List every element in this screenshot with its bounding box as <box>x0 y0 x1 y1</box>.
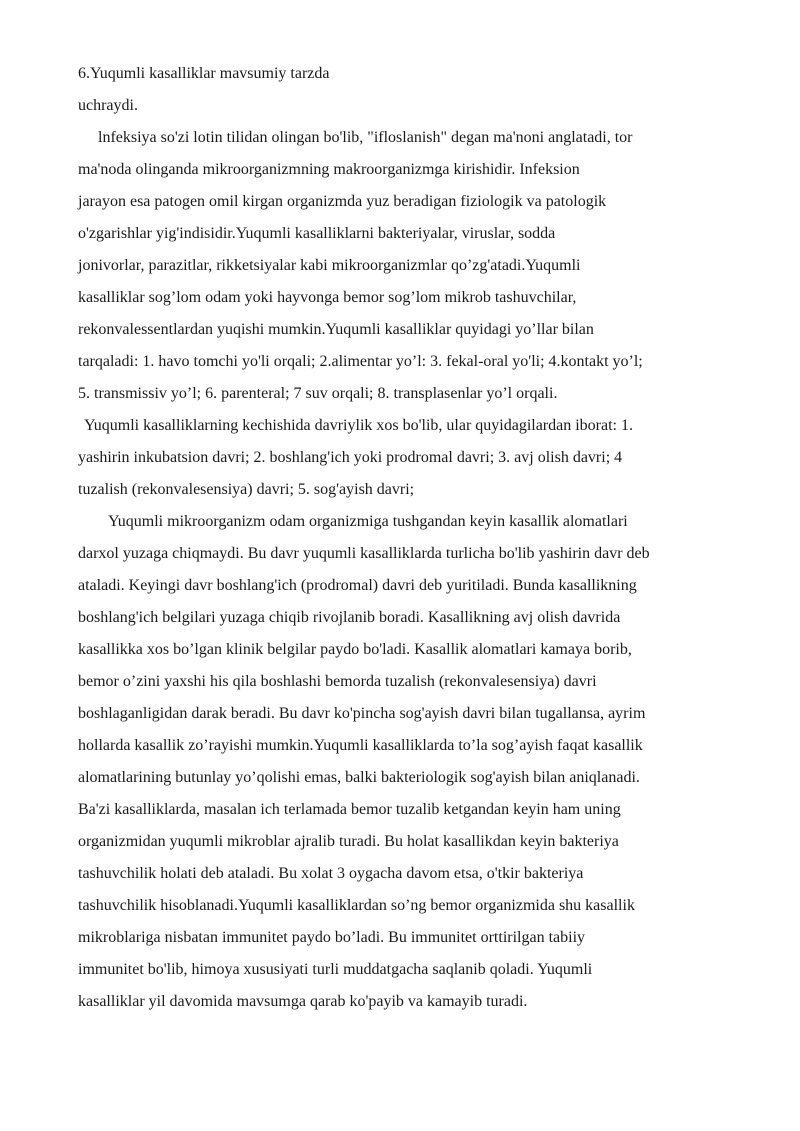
text-line: kasalliklar yil davomida mavsumga qarab ko'payib va kamayib turadi. <box>78 993 528 1010</box>
paragraph-infection-definition <box>78 122 754 410</box>
heading-line: 6.Yuqumli kasalliklar mavsumiy tarzda <box>78 65 330 82</box>
text-line: bemor o’zini yaxshi his qila boshlashi bemorda tuzalish (rekonvalesensiya) davri <box>78 673 597 690</box>
text-line: mikroblariga nisbatan immunitet paydo bo’ladi. Bu immunitet orttirilgan tabiiy <box>78 929 586 946</box>
text-line: ma'noda olinganda mikroorganizmning makroorganizmga kirishidir. Infeksion <box>78 161 580 178</box>
text-line: Yuqumli mikroorganizm odam organizmiga tushgandan keyin kasallik alomatlari <box>108 513 628 530</box>
text-line: organizmidan yuqumli mikroblar ajralib turadi. Bu holat kasallikdan keyin bakteriya <box>78 833 619 850</box>
section-heading <box>78 58 754 122</box>
text-line: ataladi. Keyingi davr boshlang'ich (prodromal) davri deb yuritiladi. Bunda kasallikning <box>78 577 637 594</box>
text-line: rekonvalessentlardan yuqishi mumkin.Yuqumli kasalliklar quyidagi yo’llar bilan <box>78 321 594 338</box>
text-line: tashuvchilik holati deb ataladi. Bu xolat 3 oygacha davom etsa, o'tkir bakteriya <box>78 865 584 882</box>
text-line: tarqaladi: 1. havo tomchi yo'li orqali; 2.alimentar yo’l: 3. fekal-oral yo'li; 4.kontakt yo’l; <box>78 353 643 370</box>
paragraph-disease-course <box>78 506 754 1018</box>
document-page <box>78 58 754 1018</box>
text-line: tashuvchilik hisoblanadi.Yuqumli kasalliklardan so’ng bemor organizmida shu kasallik <box>78 897 635 914</box>
text-line: darxol yuzaga chiqmaydi. Bu davr yuqumli kasalliklarda turlicha bo'lib yashirin davr deb <box>78 545 650 562</box>
text-line: kasallikka xos bo’lgan klinik belgilar paydo bo'ladi. Kasallik alomatlari kamaya borib, <box>78 641 632 658</box>
text-line: lnfeksiya so'zi lotin tilidan olingan bo'lib, "ifloslanish" degan ma'noni anglatadi, tor <box>98 129 633 146</box>
paragraph-disease-periods <box>78 410 754 506</box>
text-line: 5. transmissiv yo’l; 6. parenteral; 7 suv orqali; 8. transplasenlar yo’l orqali. <box>78 385 558 402</box>
text-line: jarayon esa patogen omil kirgan organizmda yuz beradigan fiziologik va patologik <box>78 193 607 210</box>
text-line: hollarda kasallik zo’rayishi mumkin.Yuqumli kasalliklarda to’la sog’ayish faqat kasallik <box>78 737 643 754</box>
text-line: jonivorlar, parazitlar, rikketsiyalar kabi mikroorganizmlar qo’zg'atadi.Yuqumli <box>78 257 581 274</box>
heading-line: uchraydi. <box>78 97 138 114</box>
text-line: boshlaganligidan darak beradi. Bu davr ko'pincha sog'ayish davri bilan tugallansa, ayrim <box>78 705 646 722</box>
text-line: o'zgarishlar yig'indisidir.Yuqumli kasalliklarni bakteriyalar, viruslar, sodda <box>78 225 556 242</box>
text-line: yashirin inkubatsion davri; 2. boshlang'ich yoki prodromal davri; 3. avj olish davri; 4 <box>78 449 623 466</box>
text-line: tuzalish (rekonvalesensiya) davri; 5. sog'ayish davri; <box>78 481 415 498</box>
text-line: Yuqumli kasalliklarning kechishida davriylik xos bo'lib, ular quyidagilardan iborat: 1. <box>84 417 633 434</box>
text-line: immunitet bo'lib, himoya xususiyati turli muddatgacha saqlanib qoladi. Yuqumli <box>78 961 593 978</box>
text-line: boshlang'ich belgilari yuzaga chiqib rivojlanib boradi. Kasallikning avj olish davrida <box>78 609 621 626</box>
text-line: Ba'zi kasalliklarda, masalan ich terlamada bemor tuzalib ketgandan keyin ham uning <box>78 801 621 818</box>
text-line: alomatlarining butunlay yo’qolishi emas, balki bakteriologik sog'ayish bilan aniqlanadi. <box>78 769 640 786</box>
text-line: kasalliklar sog’lom odam yoki hayvonga bemor sog’lom mikrob tashuvchilar, <box>78 289 577 306</box>
